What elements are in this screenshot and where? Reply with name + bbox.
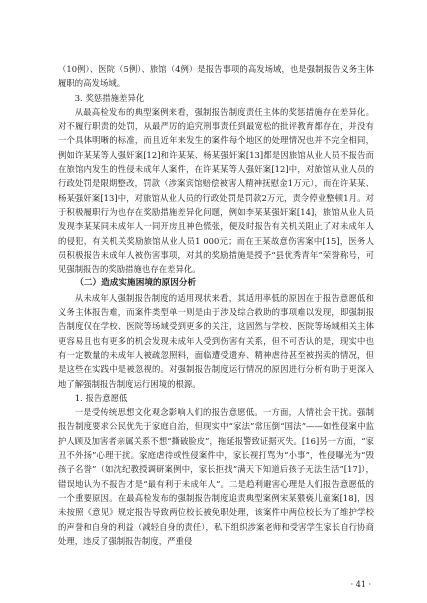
subheading-low-willingness: 1. 报告意愿低 <box>74 392 128 403</box>
paragraph-causes: 从未成年人强制报告制度的适用现状来看，其适用率低的原因在于报告意愿低和义务主体报告难，而案件类型单一则是由于涉及综合救助的事项难以发现，即强制报告制度仅在学校、医院等场域受到更多的关注，这固然与学校、医院等场域相关主体更容易且也有更多的机会发现未成年人受到伤害有关系，但不可否认的是，现实中也有一定数量的未成年人被疏忽照料，面临遭受遗弃、精神虐待甚至被拐卖的情况，但是这些在实践中是被忽视的。对强制报告制度运行情况的原因进行分析有助于更深入地了解强制报告制度运行困境的根源。 <box>58 292 374 389</box>
page-number: · 41 · <box>350 580 371 589</box>
paragraph-continued: （10例）、医院（5例）、旅馆（4例）是报告事项的高发场域，也是强制报告义务主体履职的高发场域。 <box>58 64 374 89</box>
section-heading-causes: （二）造成实施困境的原因分析 <box>75 278 197 289</box>
paragraph-low-willingness: 一是受传统思想文化观念影响人们的报告意愿低。一方面，人情社会干扰。强制报告制度要求公民优先于家庭自治，但现实中“家法”常压倒“国法”——如性侵案中监护人顾及加害者亲属关系不想“撕破脸皮”，拖延报警致证据灭失。[16]另一方面，“家丑不外扬”心理干扰。家庭虐待或性侵案件中，家长视打骂为“小事”，性侵曝光为“毁孩子名誉”（如沈纪教授调研案例中，家长拒找“满天下知道后孩子无法生活”[17]），错误地认为不报告才是“最有利于未成年人”。二是趋利避害心理是人们报告意愿低的一个重要原因。在最高检发布的强制报告制度追责典型案例宋某猥亵儿童案[18]，因未按照《意见》规定报告导致两位校长被免职处理，该案件中两位校长为了维护学校的声誉和自身的利益（减轻自身的责任），私下组织涉案老师和受害学生家长自行协商处理，违反了强制报告制度，严重侵 <box>58 407 374 546</box>
paragraph-reward-punishment: 从最高检发布的典型案例来看，强制报告制度责任主体的奖惩措施存在差异化。对不履行职责的处罚，从最严厉的追究刑事责任到最宽松的批评教育都存在，并没有一个具体明晰的标准，而且近年来发生的案件每个地区的处理情况也并不完全相同，例如许某某等人强奸案[12]和许某某、杨某强奸案[13]都是因旅馆从业人员不报告而在旅馆内发生的性侵未成年人案件，在许某某等人强奸案[12]中，对旅馆从业人员的行政处罚是限期整改，罚款（涉案宾馆赔偿被害人精神抚慰金1万元），而在许某某、杨某强奸案[13]中，对旅馆从业人员的行政处罚是罚款2万元，责令停业整顿1月。对于积极履职行为也存在奖励措施差异化问题，例如李某某强奸案[14]，旅馆从业人员发现李某某同未成年人一同开房且神色慌张，便及时报告有关机关阻止了对未成年人的侵犯，有关机关奖励旅馆从业人员1 000元；而在王某故意伤害案中[15]，医务人员积极报告未成年人被伤害事项，对其的奖励措施是授予“县优秀青年”荣誉称号，可见强制报告的奖励措施也存在差异化。 <box>58 106 374 275</box>
text-column <box>58 62 374 548</box>
subheading-reward-punishment: 3. 奖惩措施差异化 <box>74 92 145 103</box>
